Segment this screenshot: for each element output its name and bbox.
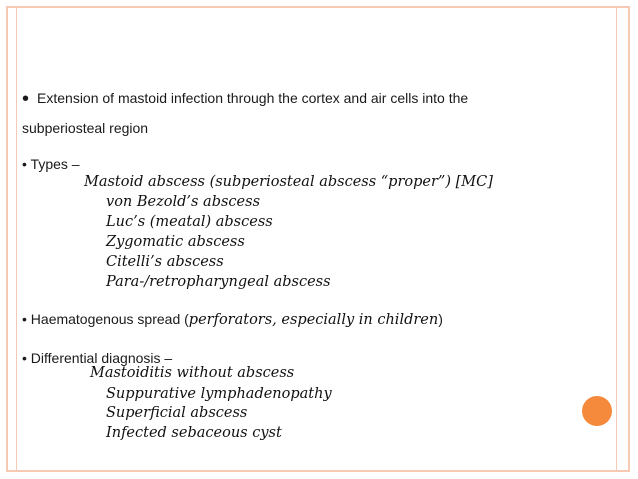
type-item-luc: Luc’s (meatal) abscess (106, 214, 273, 230)
diff-item-mastoiditis: Mastoiditis without abscess (90, 365, 295, 381)
haem-close: ) (438, 311, 443, 327)
frame-inner-line-left (16, 6, 17, 472)
haem-label: • Haematogenous spread ( (22, 311, 189, 327)
diff-item-sebaceous: Infected sebaceous cyst (106, 425, 282, 441)
type-item-bezold: von Bezold’s abscess (106, 194, 261, 210)
diff-heading: • Differential diagnosis – (22, 350, 173, 366)
slide-frame (6, 6, 630, 472)
diff-item-superficial: Superficial abscess (106, 405, 248, 421)
type-item-mastoid: Mastoid abscess (subperiosteal abscess “proper”) [MC] (84, 174, 493, 190)
type-item-zygomatic: Zygomatic abscess (106, 234, 245, 250)
bullet-haematogenous (22, 311, 443, 328)
haem-detail: perforators, especially in children (188, 312, 439, 328)
bullet-dot: • (22, 88, 30, 110)
type-item-citelli: Citelli’s abscess (106, 254, 224, 270)
bullet-extension-text: Extension of mastoid infection through the cortex and air cells into the (37, 90, 469, 106)
bullet-extension (22, 88, 468, 111)
diff-item-lymphadenopathy: Suppurative lymphadenopathy (106, 386, 332, 402)
bullet-extension-cont: subperiosteal region (22, 120, 149, 136)
type-item-parapharyngeal: Para-/retropharyngeal abscess (106, 274, 331, 290)
types-heading: • Types – (22, 156, 80, 172)
decorative-circle-fill (582, 396, 612, 426)
frame-inner-line-right (616, 6, 617, 472)
